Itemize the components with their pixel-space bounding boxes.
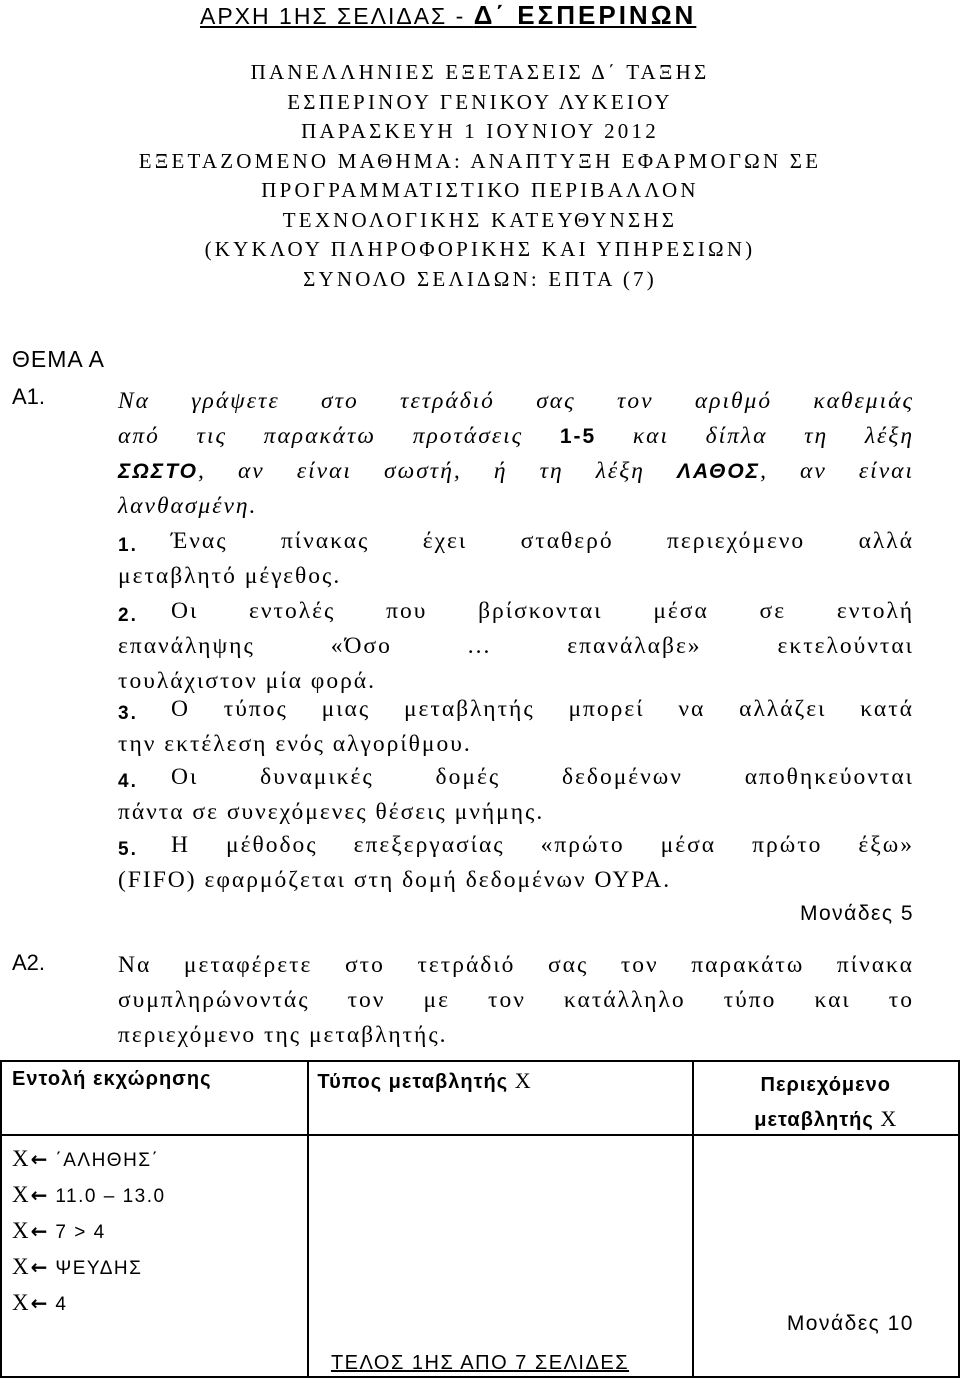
title-line: ΠΑΡΑΣΚΕΥΗ 1 ΙΟΥΝΙΟΥ 2012 (301, 119, 659, 143)
title-line: ΕΞΕΤΑΖΟΜΕΝΟ ΜΑΘΗΜΑ: ΑΝΑΠΤΥΞΗ ΕΦΑΡΜΟΓΩΝ ΣΕ (138, 148, 822, 173)
a2-line: περιεχόμενο της μεταβλητής. (118, 1022, 448, 1048)
exam-title (0, 58, 960, 294)
statement-1: 1. Ένας πίνακας έχει σταθερό περιεχόμενο αλλά μεταβλητό μέγεθος. (118, 524, 914, 594)
a1-instructions (118, 384, 914, 524)
header-cell-content: Περιεχόμενο μεταβλητής Χ (693, 1061, 959, 1135)
title-line: ΣΥΝΟΛΟ ΣΕΛΙΔΩΝ: ΕΠΤΑ (7) (303, 266, 657, 291)
statement-text: τουλάχιστον μία φορά. (118, 668, 376, 694)
left-arrow-icon: ← (30, 1291, 48, 1315)
table-row: Χ ← 4 (12, 1290, 68, 1315)
table-row: Χ ← ΨΕΥΔΗΣ (12, 1254, 143, 1279)
a1-intro-line: Να γράψετε στο τετράδιό σας τον αριθμό καθεμιάς (118, 388, 914, 414)
title-line: ΠΡΟΓΡΑΜΜΑΤΙΣΤΙΚΟ ΠΕΡΙΒΑΛΛΟΝ (261, 178, 699, 202)
statement-text: Ένας πίνακας έχει σταθερό περιεχόμενο αλλά (171, 528, 914, 554)
statement-text: Οι εντολές που βρίσκονται μέσα σε εντολή (171, 598, 914, 624)
statement-text: (FIFO) εφαρμόζεται στη δομή δεδομένων ΟΥΡΑ. (118, 867, 672, 893)
left-arrow-icon: ← (30, 1255, 48, 1279)
header-cell-assignment: Εντολή εκχώρησης (1, 1061, 308, 1135)
title-line: (ΚΥΚΛΟΥ ΠΛΗΡΟΦΟΡΙΚΗΣ ΚΑΙ ΥΠΗΡΕΣΙΩΝ) (204, 237, 756, 261)
statement-text: Οι δυναμικές δομές δεδομένων αποθηκεύονται (171, 764, 914, 790)
statement-5: 5. Η μέθοδος επεξεργασίας «πρώτο μέσα πρώτο έξω» (FIFO) εφαρμόζεται στη δομή δεδομένων ΟΥΡΑ. (118, 828, 914, 898)
left-arrow-icon: ← (30, 1219, 48, 1243)
assignment-cells (1, 1135, 308, 1377)
a2-line: συμπληρώνοντάς τον με τον κατάλληλο τύπο και το (118, 987, 914, 1013)
question-label-a2: Α2. (12, 950, 46, 975)
content-cell-empty (693, 1135, 959, 1377)
a1-points: Μονάδες 5 (800, 902, 914, 925)
title-line: ΕΣΠΕΡΙΝΟΥ ΓΕΝΙΚΟΥ ΛΥΚΕΙΟΥ (287, 89, 673, 114)
header-cell-type: Τύπος μεταβλητής Χ (308, 1061, 692, 1135)
a1-intro-line: λανθασμένη. (118, 493, 258, 519)
title-line: ΤΕΧΝΟΛΟΓΙΚΗΣ ΚΑΤΕΥΘΥΝΣΗΣ (282, 207, 678, 232)
left-arrow-icon: ← (30, 1147, 48, 1171)
statement-2: 2. Οι εντολές που βρίσκονται μέσα σε εντολή επανάληψης «Όσο ... επανάλαβε» εκτελούνται τουλάχιστον μία φορά. (118, 594, 914, 699)
table-row: Χ ← 11.0 – 13.0 (12, 1182, 166, 1207)
a1-intro-line: ΣΩΣΤΟ, αν είναι σωστή, ή τη λέξη ΛΑΘΟΣ, αν είναι (118, 458, 914, 484)
statement-text: επανάληψης «Όσο ... επανάλαβε» εκτελούνται (118, 633, 914, 659)
page-footer: ΤΕΛΟΣ 1ΗΣ ΑΠΟ 7 ΣΕΛΙΔΕΣ (330, 1352, 630, 1374)
statement-4: 4. Οι δυναμικές δομές δεδομένων αποθηκεύονται πάντα σε συνεχόμενες θέσεις μνήμης. (118, 760, 914, 830)
section-title: ΘΕΜΑ Α (12, 346, 105, 372)
page-header (200, 0, 696, 31)
a2-points: Μονάδες 10 (786, 1312, 914, 1335)
statement-text: Ο τύπος μιας μεταβλητής μπορεί να αλλάζει κατά (171, 696, 914, 722)
header-label: ΑΡΧΗ 1ΗΣ ΣΕΛΙΔΑΣ - (200, 3, 474, 29)
question-label-a1: Α1. (12, 384, 46, 409)
statement-text: μεταβλητό μέγεθος. (118, 563, 342, 589)
statement-text: την εκτέλεση ενός αλγορίθμου. (118, 731, 472, 757)
type-cell-empty (308, 1135, 692, 1377)
title-line: ΠΑΝΕΛΛΗΝΙΕΣ ΕΞΕΤΑΣΕΙΣ Δ΄ ΤΑΞΗΣ (250, 60, 710, 84)
a2-line: Να μεταφέρετε στο τετράδιό σας τον παρακάτω πίνακα (118, 952, 914, 978)
a1-intro-line: από τις παρακάτω προτάσεις 1-5 και δίπλα τη λέξη (118, 423, 914, 449)
statement-text: πάντα σε συνεχόμενες θέσεις μνήμης. (118, 799, 545, 825)
a2-instructions (118, 948, 914, 1053)
statement-3: 3. Ο τύπος μιας μεταβλητής μπορεί να αλλάζει κατά την εκτέλεση ενός αλγορίθμου. (118, 692, 914, 762)
table-row: Χ ← 7 > 4 (12, 1218, 106, 1243)
header-section: Δ΄ ΕΣΠΕΡΙΝΩΝ (473, 0, 697, 30)
table-row: Χ ← ΄ΑΛΗΘΗΣ΄ (12, 1146, 160, 1171)
left-arrow-icon: ← (30, 1183, 48, 1207)
statement-text: Η μέθοδος επεξεργασίας «πρώτο μέσα πρώτο έξω» (171, 832, 914, 858)
